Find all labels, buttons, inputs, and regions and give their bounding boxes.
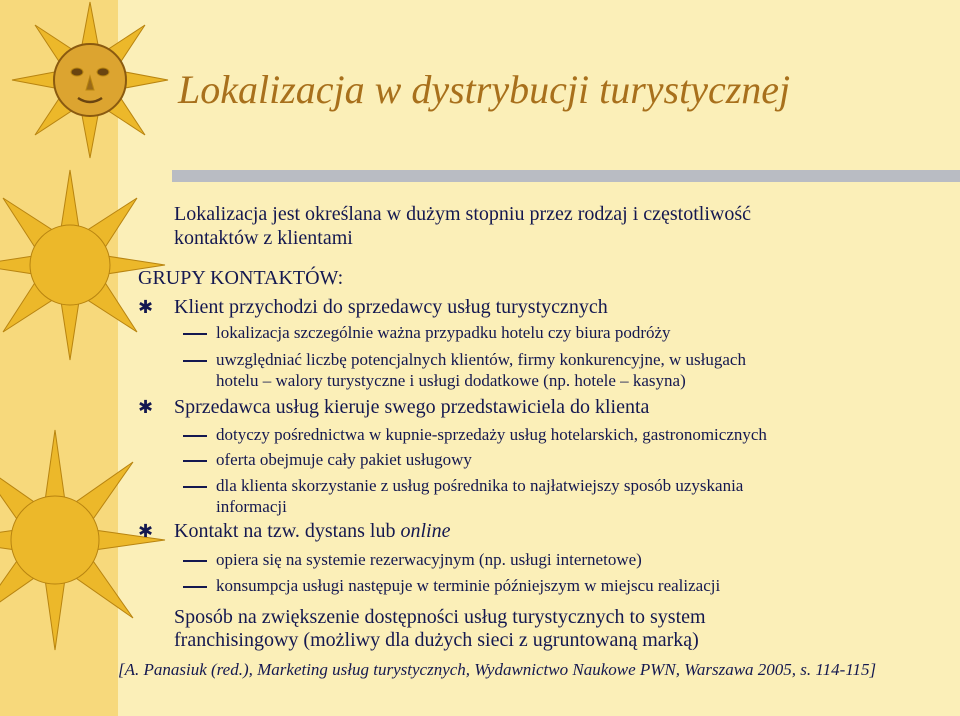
bullet-dash-icon	[183, 486, 207, 488]
bullet-dash-icon	[183, 360, 207, 362]
group-3-item-2: konsumpcja usługi następuje w terminie późniejszym w miejscu realizacji	[216, 576, 721, 595]
bullet-dash-icon	[183, 333, 207, 335]
group-2-item-3-cont: informacji	[216, 497, 287, 516]
group-3-label	[174, 520, 450, 543]
group-1-label: Klient przychodzi do sprzedawcy usług turystycznych	[174, 296, 608, 318]
bullet-star-icon: ✱	[138, 397, 154, 417]
conclusion-line-2: franchisingowy (możliwy dla dużych sieci z ugruntowaną marką)	[174, 629, 699, 651]
bullet-dash-icon	[183, 460, 207, 462]
bullet-dash-icon	[183, 586, 207, 588]
group-2-item-2: oferta obejmuje cały pakiet usługowy	[216, 450, 472, 469]
intro-line-1: Lokalizacja jest określana w dużym stopniu przez rodzaj i częstotliwość	[174, 203, 752, 225]
bullet-star-icon: ✱	[138, 297, 154, 317]
group-1-item-1: lokalizacja szczególnie ważna przypadku hotelu czy biura podróży	[216, 323, 671, 342]
groups-heading: GRUPY KONTAKTÓW:	[138, 267, 344, 289]
sun-decoration-icon	[0, 0, 170, 716]
page-title: Lokalizacja w dystrybucji turystycznej	[178, 67, 791, 112]
source-citation: [A. Panasiuk (red.), Marketing usług turystycznych, Wydawnictwo Naukowe PWN, Warszawa 2005, s. 114-115]	[118, 660, 877, 679]
group-1-item-2: uwzględniać liczbę potencjalnych klientów, firmy konkurencyjne, w usługach	[216, 350, 746, 369]
bullet-dash-icon	[183, 560, 207, 562]
group-2-label: Sprzedawca usług kieruje swego przedstawiciela do klienta	[174, 396, 650, 418]
group-1-item-2-cont: hotelu – walory turystyczne i usługi dodatkowe (np. hotele – kasyna)	[216, 371, 686, 390]
decorative-left-band	[0, 0, 118, 716]
group-2-item-3: dla klienta skorzystanie z usług pośrednika to najłatwiejszy sposób uzyskania	[216, 476, 744, 495]
group-2-item-1: dotyczy pośrednictwa w kupnie-sprzedaży usług hotelarskich, gastronomicznych	[216, 425, 767, 444]
bullet-dash-icon	[183, 435, 207, 437]
title-divider	[172, 170, 960, 182]
bullet-star-icon: ✱	[138, 521, 154, 541]
intro-line-2: kontaktów z klientami	[174, 227, 353, 249]
group-3-label-text: Kontakt na tzw. dystans lub	[174, 520, 401, 542]
conclusion-line-1: Sposób na zwiększenie dostępności usług turystycznych to system	[174, 606, 706, 628]
group-3-label-italic: online	[400, 520, 451, 542]
group-3-item-1: opiera się na systemie rezerwacyjnym (np. usługi internetowe)	[216, 550, 642, 569]
